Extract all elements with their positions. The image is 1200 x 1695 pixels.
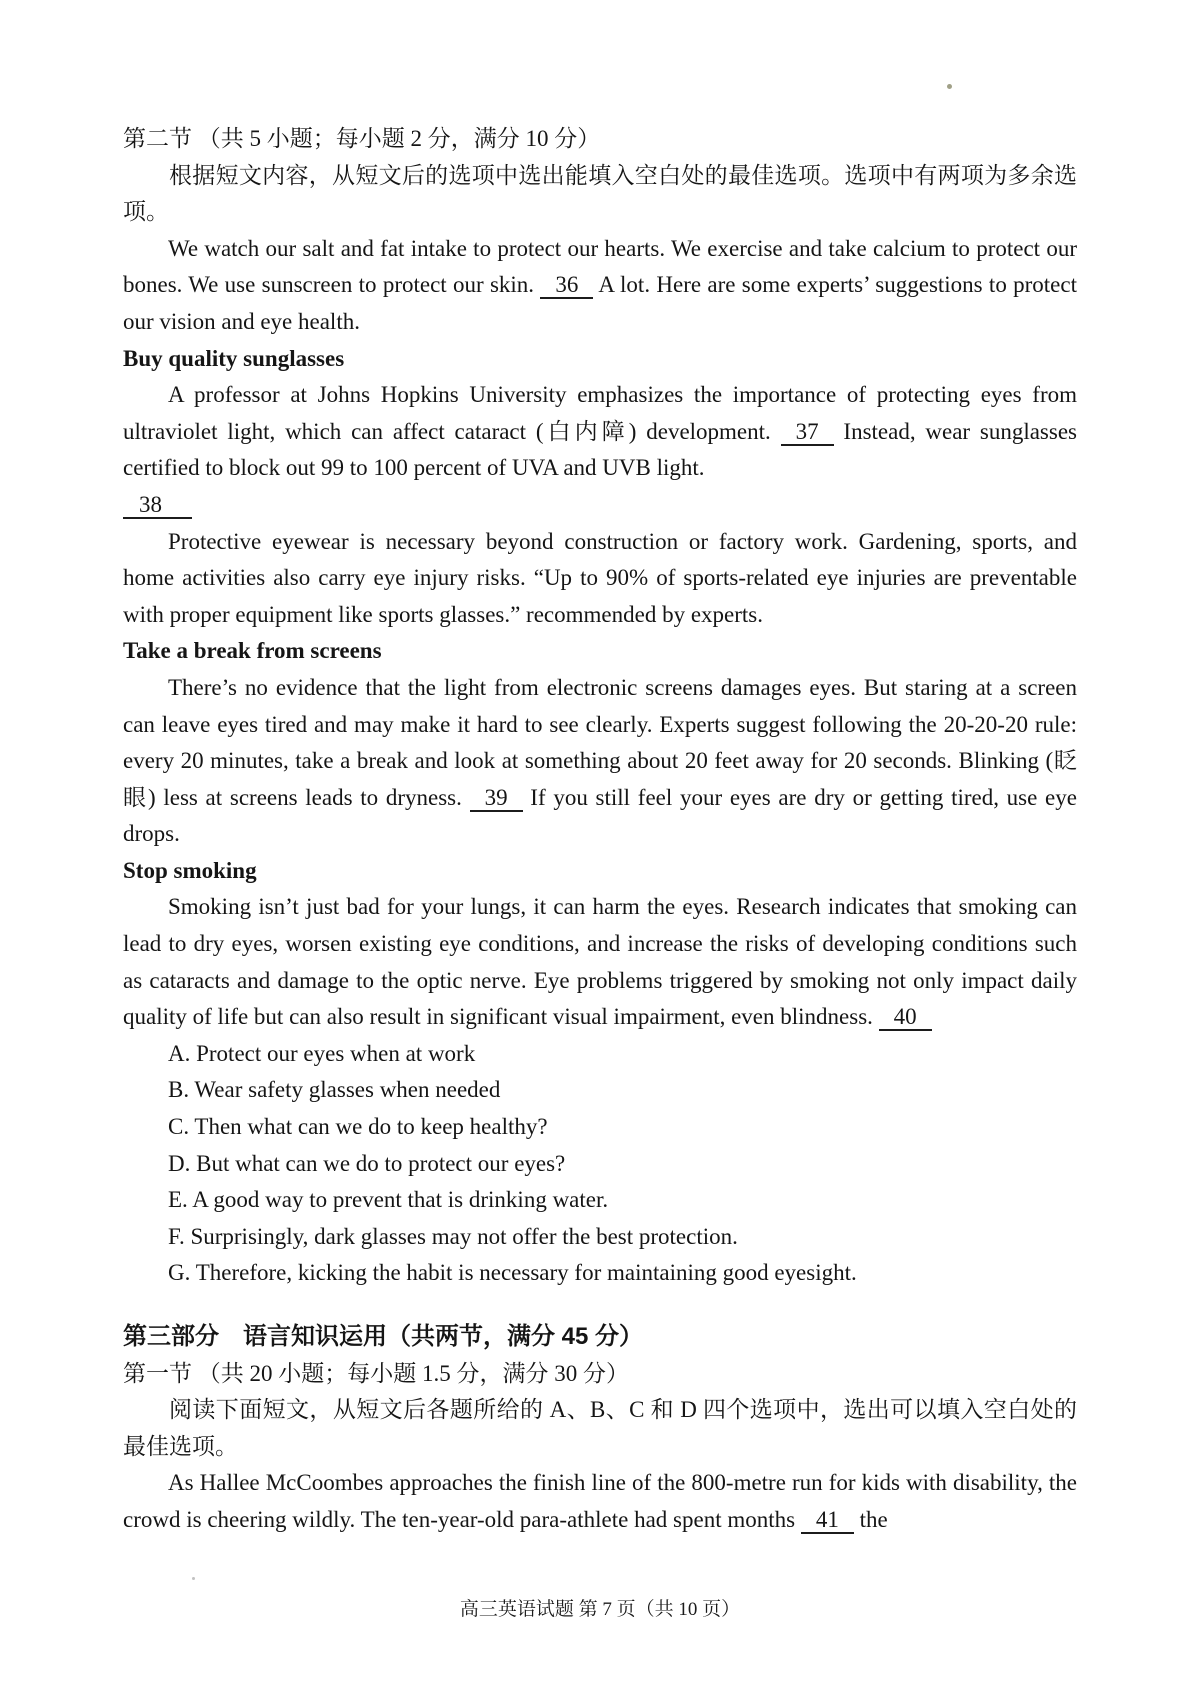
blank-39: 39 bbox=[470, 785, 523, 812]
choice-option-c bbox=[123, 1109, 1077, 1146]
text-run: E. A good way to prevent that is drinking water. bbox=[168, 1187, 609, 1213]
text-run: As Hallee McCoombes approaches the finish line of the 800-metre run for kids with disability, the crowd is cheering wildly. The ten-year-old para-athlete had spent months bbox=[123, 1470, 1077, 1532]
standalone-blank bbox=[123, 487, 1077, 524]
text-run: 阅读下面短文，从短文后各题所给的 A、B、C 和 D 四个选项中，选出可以填入空白处的最佳选项。 bbox=[123, 1397, 1077, 1459]
passage-paragraph bbox=[123, 1465, 1077, 1538]
passage-paragraph bbox=[123, 889, 1077, 1035]
choice-option-a bbox=[123, 1036, 1077, 1073]
choice-option-g bbox=[123, 1255, 1077, 1292]
page-footer: 高三英语试题 第 7 页（共 10 页） bbox=[459, 1599, 741, 1620]
text-run: D. But what can we do to protect our eyes? bbox=[168, 1150, 566, 1176]
scan-artifact-dot bbox=[947, 84, 952, 89]
choice-option-e bbox=[123, 1182, 1077, 1219]
text-run: 第一节 （共 20 小题；每小题 1.5 分，满分 30 分） bbox=[123, 1360, 629, 1386]
blank-36: 36 bbox=[540, 272, 593, 299]
exam-content bbox=[123, 121, 1077, 1539]
text-run: A professor at Johns Hopkins University emphasizes the importance of protecting eyes from ultraviolet light, which can affect cataract (白内障) development. bbox=[123, 382, 1077, 444]
choice-option-d bbox=[123, 1146, 1077, 1183]
text-run: Protective eyewear is necessary beyond construction or factory work. Gardening, sports, and home activities also carry eye injury risks. “Up to 90% of sports-related eye injuries are preventable with proper equipment like sports glasses.” recommended by experts. bbox=[123, 528, 1077, 627]
part-heading-cn bbox=[123, 1319, 1077, 1356]
text-run: C. Then what can we do to keep healthy? bbox=[168, 1114, 548, 1140]
choice-option-b bbox=[123, 1072, 1077, 1109]
passage-subheading bbox=[123, 633, 1077, 670]
text-run: Take a break from screens bbox=[123, 638, 382, 664]
passage-subheading bbox=[123, 853, 1077, 890]
passage-paragraph bbox=[123, 377, 1077, 487]
passage-subheading bbox=[123, 341, 1077, 378]
text-run: 第二节 （共 5 小题；每小题 2 分，满分 10 分） bbox=[123, 126, 601, 151]
text-run: 根据短文内容，从短文后的选项中选出能填入空白处的最佳选项。选项中有两项为多余选项。 bbox=[123, 162, 1077, 225]
text-run: B. Wear safety glasses when needed bbox=[168, 1077, 501, 1103]
blank-38: 38 bbox=[123, 492, 192, 519]
text-run: G. Therefore, kicking the habit is necessary for maintaining good eyesight. bbox=[168, 1260, 857, 1286]
section-instructions-cn bbox=[123, 158, 1077, 231]
text-run: A lot. Here are some experts’ suggestions to protect our vision and eye health. bbox=[123, 272, 1077, 334]
text-run: Stop smoking bbox=[123, 857, 257, 883]
blank-40: 40 bbox=[879, 1004, 932, 1031]
text-run: the bbox=[853, 1506, 888, 1532]
section-heading-cn bbox=[123, 121, 1077, 158]
section-instructions-cn bbox=[123, 1392, 1077, 1465]
section-heading-cn bbox=[123, 1356, 1077, 1393]
scan-artifact-dot bbox=[192, 1577, 195, 1580]
passage-paragraph bbox=[123, 524, 1077, 634]
text-run: 第三部分 语言知识运用（共两节，满分 45 分） bbox=[123, 1323, 644, 1350]
text-run: If you still feel your eyes are dry or getting tired, use eye drops. bbox=[123, 784, 1077, 847]
text-run: F. Surprisingly, dark glasses may not offer the best protection. bbox=[168, 1223, 738, 1249]
text-run: Instead, wear sunglasses certified to block out 99 to 100 percent of UVA and UVB light. bbox=[123, 418, 1077, 481]
text-run: We watch our salt and fat intake to protect our hearts. We exercise and take calcium to protect our bones. We use sunscreen to protect our skin. bbox=[123, 235, 1077, 298]
text-run: There’s no evidence that the light from electronic screens damages eyes. But staring at a screen can leave eyes tired and may make it hard to see clearly. Experts suggest following the 20-20-20 rule: every 20 minutes, take a break and look at something about 20 feet away for 20 seconds. Blinking (眨眼) less at screens leads to dryness. bbox=[123, 674, 1077, 810]
passage-paragraph bbox=[123, 670, 1077, 853]
blank-37: 37 bbox=[781, 419, 834, 446]
text-run: Buy quality sunglasses bbox=[123, 345, 345, 371]
text-run: Smoking isn’t just bad for your lungs, it can harm the eyes. Research indicates that smoking can lead to dry eyes, worsen existing eye conditions, and increase the risks of developing conditions such as cataracts and damage to the optic nerve. Eye problems triggered by smoking not only impact daily quality of life but can also result in significant visual impairment, even blindness. bbox=[123, 894, 1077, 1030]
passage-paragraph bbox=[123, 231, 1077, 341]
text-run: A. Protect our eyes when at work bbox=[168, 1040, 476, 1066]
choice-option-f bbox=[123, 1219, 1077, 1256]
blank-41: 41 bbox=[801, 1507, 854, 1534]
